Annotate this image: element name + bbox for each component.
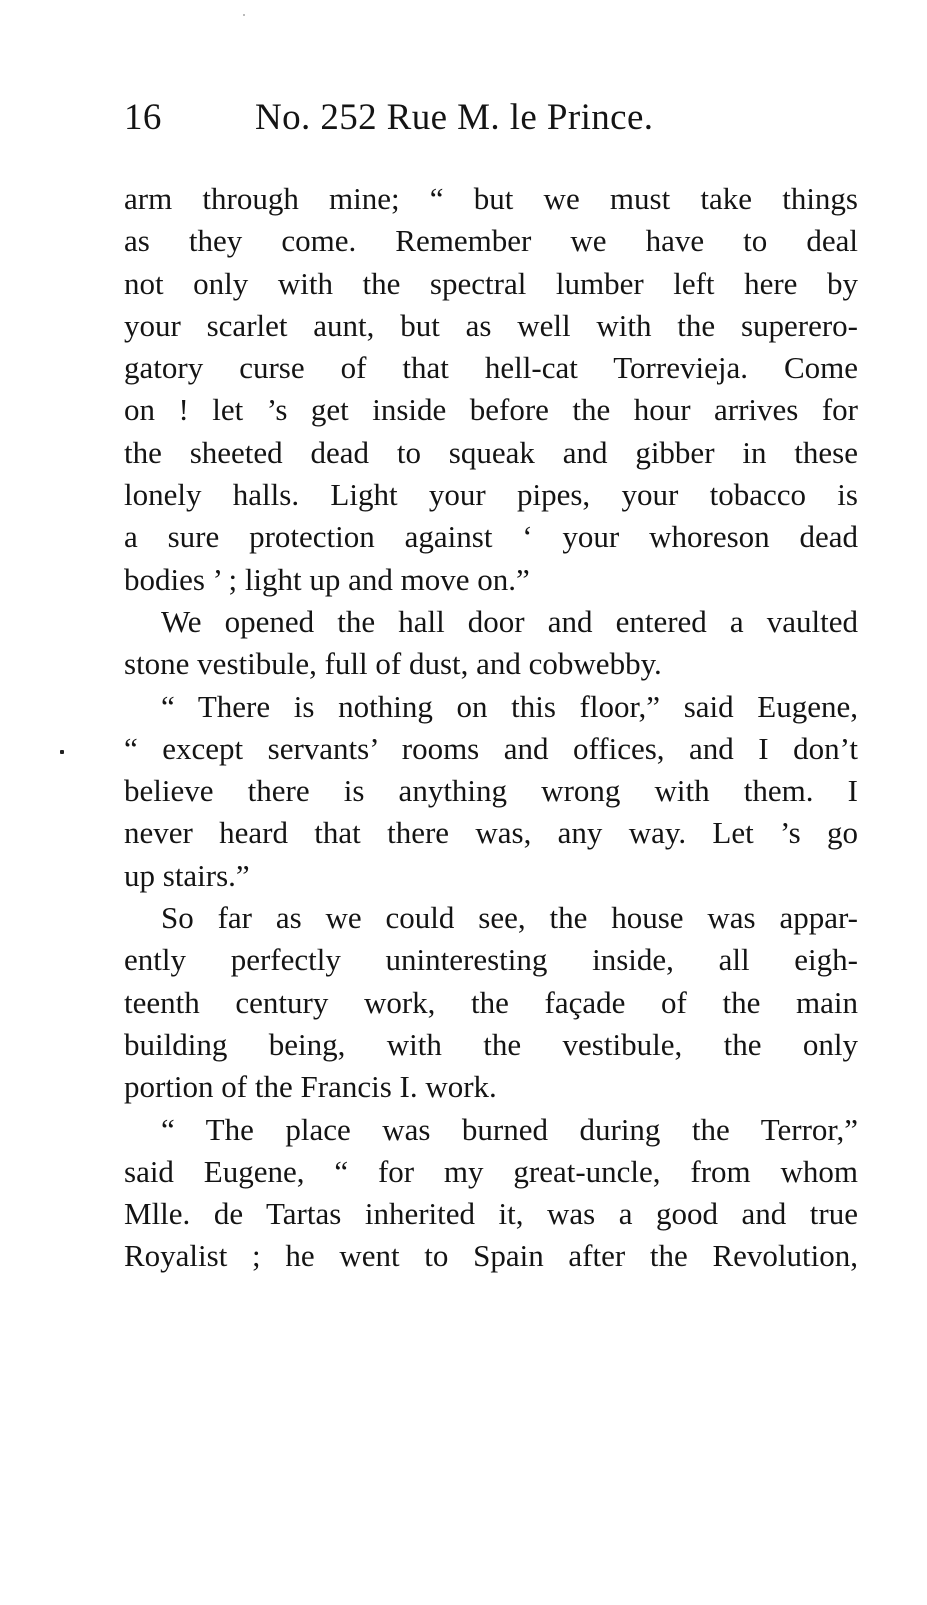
text-line: Mlle. de Tartas inherited it, was a good and true bbox=[124, 1196, 858, 1232]
text-line: ently perfectly uninteresting inside, all eigh- bbox=[124, 942, 858, 978]
text-line: believe there is anything wrong with them. I bbox=[124, 773, 858, 809]
page-number: 16 bbox=[124, 97, 162, 138]
text-line: said Eugene, “ for my great-uncle, from whom bbox=[124, 1153, 858, 1189]
text-line: So far as we could see, the house was appar- bbox=[161, 900, 858, 936]
print-speck bbox=[243, 14, 245, 16]
text-line: “ There is nothing on this floor,” said Eugene, bbox=[161, 688, 858, 724]
text-line: stone vestibule, full of dust, and cobwebby. bbox=[124, 646, 662, 682]
text-line: building being, with the vestibule, the only bbox=[124, 1026, 858, 1062]
text-line: lonely halls. Light your pipes, your tobacco is bbox=[124, 477, 858, 513]
running-title: No. 252 Rue M. le Prince. bbox=[255, 97, 654, 138]
text-line: your scarlet aunt, but as well with the superero- bbox=[124, 307, 858, 343]
text-line: gatory curse of that hell-cat Torrevieja. Come bbox=[124, 350, 858, 386]
body-text bbox=[124, 178, 858, 1278]
text-line: teenth century work, the façade of the main bbox=[124, 984, 858, 1020]
text-line: never heard that there was, any way. Let ’s go bbox=[124, 815, 858, 851]
text-line: a sure protection against ‘ your whoreson dead bbox=[124, 519, 858, 555]
text-line: “ except servants’ rooms and offices, and I don’t bbox=[124, 730, 858, 766]
margin-mark bbox=[60, 750, 64, 754]
text-line: the sheeted dead to squeak and gibber in these bbox=[124, 434, 858, 470]
text-line: bodies ’ ; light up and move on.” bbox=[124, 561, 530, 597]
text-line: “ The place was burned during the Terror,” bbox=[161, 1111, 858, 1147]
text-line: not only with the spectral lumber left here by bbox=[124, 265, 858, 301]
text-line: up stairs.” bbox=[124, 857, 250, 893]
text-line: on ! let ’s get inside before the hour arrives for bbox=[124, 392, 858, 428]
text-line: as they come. Remember we have to deal bbox=[124, 223, 858, 259]
text-line: Royalist ; he went to Spain after the Revolution, bbox=[124, 1238, 858, 1274]
text-line: arm through mine; “ but we must take things bbox=[124, 181, 858, 216]
running-head bbox=[124, 96, 764, 146]
text-line: portion of the Francis I. work. bbox=[124, 1069, 497, 1105]
text-line: We opened the hall door and entered a vaulted bbox=[161, 603, 858, 639]
